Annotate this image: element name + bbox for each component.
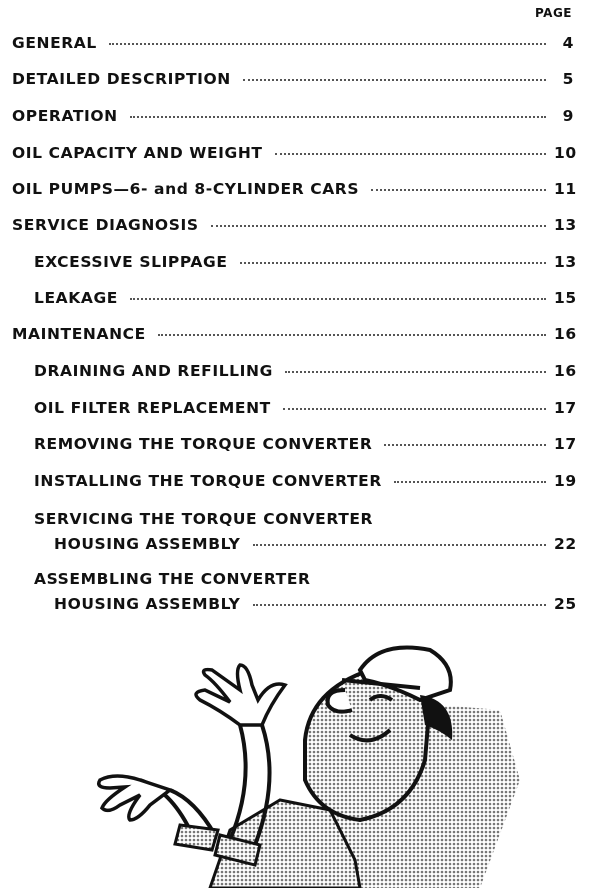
dot-leader [240, 261, 546, 264]
toc-page-number: 25 [554, 595, 577, 613]
dot-leader [253, 603, 547, 606]
toc-page-number: 13 [554, 253, 577, 271]
toc-page-number: 17 [554, 399, 577, 417]
toc-title: GENERAL [12, 34, 103, 52]
toc-page-number: 9 [562, 107, 574, 125]
toc-title: OIL FILTER REPLACEMENT [34, 399, 277, 417]
toc-title: OPERATION [12, 107, 124, 125]
toc-title-continued: HOUSING ASSEMBLY [54, 595, 247, 613]
dot-leader [275, 152, 546, 155]
toc-page-number: 19 [554, 472, 577, 490]
dot-leader [253, 543, 547, 546]
dot-leader [394, 480, 546, 483]
toc-page-number: 11 [554, 180, 577, 198]
toc-title: LEAKAGE [34, 289, 124, 307]
toc-title: OIL CAPACITY AND WEIGHT [12, 144, 269, 162]
toc-title: SERVICING THE TORQUE CONVERTER [34, 510, 374, 528]
toc-title: OIL PUMPS—6- and 8-CYLINDER CARS [12, 180, 365, 198]
toc-title: ASSEMBLING THE CONVERTER [34, 570, 311, 588]
toc-title: DRAINING AND REFILLING [34, 362, 279, 380]
dot-leader [283, 407, 546, 410]
dot-leader [109, 42, 546, 45]
toc-entry-assembling-housing[interactable] [0, 570, 600, 620]
dot-leader [158, 333, 546, 336]
toc-page-number: 16 [554, 362, 577, 380]
dot-leader [130, 297, 546, 300]
dot-leader [384, 443, 546, 446]
toc-page-number: 4 [562, 34, 574, 52]
toc-title-continued: HOUSING ASSEMBLY [54, 535, 247, 553]
toc-title: SERVICE DIAGNOSIS [12, 216, 205, 234]
toc-page-number: 10 [554, 144, 577, 162]
toc-title: REMOVING THE TORQUE CONVERTER [34, 435, 378, 453]
page-column-label: PAGE [534, 6, 572, 20]
toc-page-number: 17 [554, 435, 577, 453]
toc-title: EXCESSIVE SLIPPAGE [34, 253, 234, 271]
dot-leader [371, 188, 546, 191]
toc-title: MAINTENANCE [12, 325, 152, 343]
cartoon-mechanic-shrugging-icon [80, 630, 540, 888]
toc-title: INSTALLING THE TORQUE CONVERTER [34, 472, 388, 490]
dot-leader [285, 370, 546, 373]
toc-page-number: 5 [562, 70, 574, 88]
dot-leader [130, 115, 546, 118]
toc-page-number: 15 [554, 289, 577, 307]
toc-page-number: 22 [554, 535, 577, 553]
toc-entry-servicing-housing[interactable] [0, 510, 600, 560]
toc-title: DETAILED DESCRIPTION [12, 70, 237, 88]
toc-page-number: 13 [554, 216, 577, 234]
dot-leader [211, 224, 546, 227]
toc-page-number: 16 [554, 325, 577, 343]
dot-leader [243, 78, 546, 81]
